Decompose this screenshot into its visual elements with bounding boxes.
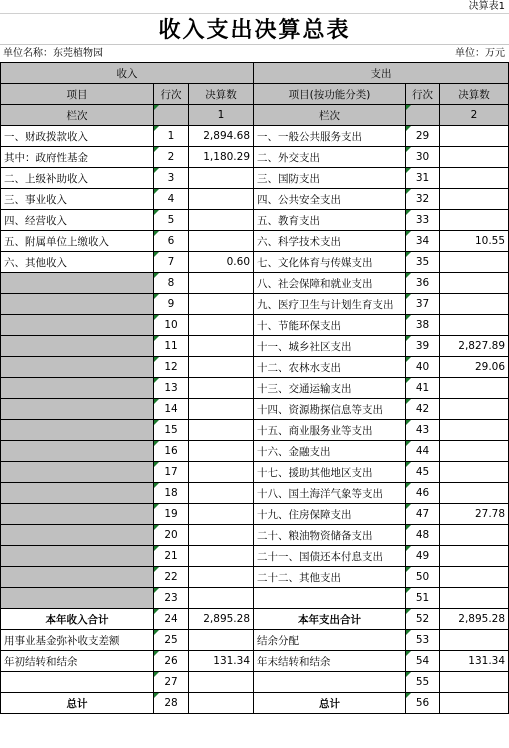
expense-row-no-cell: 50 — [406, 567, 440, 588]
expense-amount-cell — [440, 441, 509, 462]
income-row-no-cell: 5 — [154, 210, 189, 231]
income-column-label: 栏次 — [1, 105, 154, 126]
expense-row-no-cell: 44 — [406, 441, 440, 462]
income-amount-cell — [189, 336, 254, 357]
expense-amount-cell — [440, 462, 509, 483]
expense-row-no-cell: 43 — [406, 420, 440, 441]
income-amount-cell — [189, 273, 254, 294]
expense-item-cell: 二、外交支出 — [254, 147, 406, 168]
expense-item-cell: 七、文化体育与传媒支出 — [254, 252, 406, 273]
expense-item-cell: 一、一般公共服务支出 — [254, 126, 406, 147]
total-row — [1, 651, 509, 672]
expense-row-no-cell: 36 — [406, 273, 440, 294]
income-item-cell: 本年收入合计 — [1, 609, 154, 630]
line-item-row — [1, 462, 509, 483]
income-row-no-blank — [154, 105, 189, 126]
income-amount-cell — [189, 420, 254, 441]
income-amount-cell — [189, 693, 254, 714]
income-row-no-cell: 12 — [154, 357, 189, 378]
income-amount-cell: 2,894.68 — [189, 126, 254, 147]
expense-item-cell: 五、教育支出 — [254, 210, 406, 231]
income-row-no-cell: 11 — [154, 336, 189, 357]
line-item-row — [1, 357, 509, 378]
income-row-no-cell: 22 — [154, 567, 189, 588]
unit-line — [0, 44, 509, 63]
expense-item-header: 项目(按功能分类) — [254, 84, 406, 105]
line-item-row — [1, 189, 509, 210]
income-row-no-cell: 6 — [154, 231, 189, 252]
line-item-row — [1, 294, 509, 315]
income-item-cell: 用事业基金弥补收支差额 — [1, 630, 154, 651]
expense-row-no-cell: 39 — [406, 336, 440, 357]
expense-amount-cell: 29.06 — [440, 357, 509, 378]
expense-item-cell: 十八、国土海洋气象等支出 — [254, 483, 406, 504]
income-row-no-cell: 18 — [154, 483, 189, 504]
income-amount-cell — [189, 399, 254, 420]
income-amount-cell — [189, 525, 254, 546]
expense-item-cell: 十四、资源勘探信息等支出 — [254, 399, 406, 420]
income-item-cell — [1, 588, 154, 609]
income-row-no-cell: 19 — [154, 504, 189, 525]
income-row-no-cell: 4 — [154, 189, 189, 210]
expense-row-no-cell: 46 — [406, 483, 440, 504]
income-item-cell — [1, 315, 154, 336]
income-row-no-cell: 9 — [154, 294, 189, 315]
line-item-row — [1, 252, 509, 273]
line-item-row — [1, 567, 509, 588]
expense-amount-cell — [440, 189, 509, 210]
total-row — [1, 672, 509, 693]
expense-item-cell: 结余分配 — [254, 630, 406, 651]
expense-row-no-cell: 40 — [406, 357, 440, 378]
expense-row-no-cell: 51 — [406, 588, 440, 609]
page-title: 收入支出决算总表 — [158, 17, 351, 43]
expense-item-cell: 九、医疗卫生与计划生育支出 — [254, 294, 406, 315]
income-row-no-cell: 27 — [154, 672, 189, 693]
income-row-no-cell: 3 — [154, 168, 189, 189]
income-item-header: 项目 — [1, 84, 154, 105]
income-amount-cell — [189, 231, 254, 252]
expense-item-cell: 三、国防支出 — [254, 168, 406, 189]
line-item-row — [1, 588, 509, 609]
line-item-row — [1, 315, 509, 336]
expense-row-no-cell: 52 — [406, 609, 440, 630]
total-row — [1, 630, 509, 651]
expense-amount-cell — [440, 693, 509, 714]
line-item-row — [1, 147, 509, 168]
expense-amount-cell — [440, 378, 509, 399]
income-amount-cell — [189, 189, 254, 210]
expense-row-no-cell: 54 — [406, 651, 440, 672]
expense-row-no-cell: 53 — [406, 630, 440, 651]
expense-row-no-cell: 34 — [406, 231, 440, 252]
income-row-no-cell: 20 — [154, 525, 189, 546]
line-item-row — [1, 546, 509, 567]
expense-amount-cell — [440, 315, 509, 336]
expense-amount-cell — [440, 168, 509, 189]
expense-row-no-cell: 45 — [406, 462, 440, 483]
line-item-row — [1, 231, 509, 252]
income-section-header: 收入 — [1, 63, 254, 84]
income-column-number: 1 — [189, 105, 254, 126]
expense-amount-cell — [440, 567, 509, 588]
expense-item-cell — [254, 672, 406, 693]
income-item-cell: 六、其他收入 — [1, 252, 154, 273]
line-item-row — [1, 399, 509, 420]
sheet-top-gridline — [0, 0, 509, 14]
income-item-cell: 年初结转和结余 — [1, 651, 154, 672]
expense-row-no-cell: 33 — [406, 210, 440, 231]
expense-amount-cell: 131.34 — [440, 651, 509, 672]
expense-amount-cell — [440, 672, 509, 693]
income-amount-cell — [189, 546, 254, 567]
expense-amount-cell: 27.78 — [440, 504, 509, 525]
expense-row-no-cell: 48 — [406, 525, 440, 546]
expense-amount-cell — [440, 588, 509, 609]
total-row — [1, 693, 509, 714]
expense-item-cell: 本年支出合计 — [254, 609, 406, 630]
income-item-cell: 四、经营收入 — [1, 210, 154, 231]
expense-row-no-cell: 37 — [406, 294, 440, 315]
expense-amount-cell — [440, 399, 509, 420]
expense-item-cell: 十、节能环保支出 — [254, 315, 406, 336]
income-item-cell — [1, 357, 154, 378]
expense-item-cell: 二十二、其他支出 — [254, 567, 406, 588]
expense-row-no-cell: 32 — [406, 189, 440, 210]
line-item-row — [1, 273, 509, 294]
expense-amount-cell — [440, 630, 509, 651]
line-item-row — [1, 504, 509, 525]
income-amount-cell — [189, 588, 254, 609]
expense-amount-header: 决算数 — [440, 84, 509, 105]
expense-row-no-cell: 29 — [406, 126, 440, 147]
income-item-cell — [1, 525, 154, 546]
expense-amount-cell — [440, 147, 509, 168]
income-amount-cell: 1,180.29 — [189, 147, 254, 168]
expense-item-cell: 四、公共安全支出 — [254, 189, 406, 210]
expense-column-label: 栏次 — [254, 105, 406, 126]
income-row-no-cell: 26 — [154, 651, 189, 672]
unit-of-amount: 单位：万元 — [455, 48, 505, 59]
expense-item-cell: 总计 — [254, 693, 406, 714]
expense-row-no-cell: 30 — [406, 147, 440, 168]
column-header-row — [1, 84, 509, 105]
income-amount-cell — [189, 378, 254, 399]
line-item-row — [1, 126, 509, 147]
income-item-cell — [1, 483, 154, 504]
expense-item-cell: 二十一、国债还本付息支出 — [254, 546, 406, 567]
expense-item-cell: 十六、金融支出 — [254, 441, 406, 462]
income-amount-cell — [189, 168, 254, 189]
income-row-no-cell: 25 — [154, 630, 189, 651]
income-amount-cell — [189, 210, 254, 231]
income-item-cell: 一、财政拨款收入 — [1, 126, 154, 147]
expense-item-cell: 十二、农林水支出 — [254, 357, 406, 378]
expense-amount-cell — [440, 273, 509, 294]
income-amount-cell — [189, 483, 254, 504]
income-item-cell — [1, 504, 154, 525]
column-index-row — [1, 105, 509, 126]
income-amount-cell: 0.60 — [189, 252, 254, 273]
line-item-row — [1, 525, 509, 546]
income-amount-cell — [189, 441, 254, 462]
expense-row-no-blank — [406, 105, 440, 126]
expense-item-cell: 二十、粮油物资储备支出 — [254, 525, 406, 546]
expense-item-cell: 六、科学技术支出 — [254, 231, 406, 252]
income-item-cell — [1, 336, 154, 357]
income-row-no-cell: 1 — [154, 126, 189, 147]
income-item-cell — [1, 378, 154, 399]
unit-name: 单位名称：东莞植物园 — [3, 48, 103, 59]
expense-item-cell: 十一、城乡社区支出 — [254, 336, 406, 357]
income-row-no-cell: 7 — [154, 252, 189, 273]
expense-amount-cell — [440, 210, 509, 231]
total-row — [1, 609, 509, 630]
expense-row-no-cell: 41 — [406, 378, 440, 399]
line-item-row — [1, 168, 509, 189]
line-item-row — [1, 336, 509, 357]
expense-row-no-cell: 49 — [406, 546, 440, 567]
expense-item-cell: 十七、援助其他地区支出 — [254, 462, 406, 483]
expense-amount-cell: 10.55 — [440, 231, 509, 252]
expense-amount-cell — [440, 294, 509, 315]
income-amount-cell — [189, 462, 254, 483]
income-row-no-cell: 23 — [154, 588, 189, 609]
income-item-cell: 总计 — [1, 693, 154, 714]
expense-item-cell: 十三、交通运输支出 — [254, 378, 406, 399]
income-item-cell: 二、上级补助收入 — [1, 168, 154, 189]
income-row-no-cell: 15 — [154, 420, 189, 441]
expense-row-no-cell: 38 — [406, 315, 440, 336]
expense-amount-cell — [440, 252, 509, 273]
income-row-no-cell: 17 — [154, 462, 189, 483]
income-amount-cell — [189, 630, 254, 651]
income-item-cell: 五、附属单位上缴收入 — [1, 231, 154, 252]
income-item-cell — [1, 399, 154, 420]
expense-row-no-cell: 35 — [406, 252, 440, 273]
expense-row-no-header: 行次 — [406, 84, 440, 105]
expense-column-number: 2 — [440, 105, 509, 126]
income-item-cell — [1, 294, 154, 315]
income-item-cell — [1, 567, 154, 588]
expense-item-cell — [254, 588, 406, 609]
expense-section-header: 支出 — [254, 63, 509, 84]
expense-amount-cell: 2,895.28 — [440, 609, 509, 630]
income-row-no-cell: 8 — [154, 273, 189, 294]
income-item-cell — [1, 546, 154, 567]
income-amount-cell — [189, 357, 254, 378]
income-amount-cell — [189, 504, 254, 525]
expense-item-cell: 十五、商业服务业等支出 — [254, 420, 406, 441]
expense-item-cell: 八、社会保障和就业支出 — [254, 273, 406, 294]
expense-row-no-cell: 31 — [406, 168, 440, 189]
income-row-no-cell: 28 — [154, 693, 189, 714]
income-amount-cell — [189, 294, 254, 315]
expense-row-no-cell: 42 — [406, 399, 440, 420]
income-row-no-cell: 14 — [154, 399, 189, 420]
expense-amount-cell — [440, 483, 509, 504]
line-item-row — [1, 441, 509, 462]
expense-item-cell: 十九、住房保障支出 — [254, 504, 406, 525]
income-row-no-cell: 13 — [154, 378, 189, 399]
table-tag: 决算表1 — [468, 1, 505, 12]
income-item-cell: 三、事业收入 — [1, 189, 154, 210]
section-header-row — [1, 63, 509, 84]
income-expense-table — [0, 62, 509, 714]
income-row-no-cell: 21 — [154, 546, 189, 567]
line-item-row — [1, 420, 509, 441]
income-item-cell — [1, 441, 154, 462]
income-item-cell — [1, 420, 154, 441]
expense-amount-cell — [440, 420, 509, 441]
income-item-cell — [1, 273, 154, 294]
expense-item-cell: 年末结转和结余 — [254, 651, 406, 672]
income-item-cell — [1, 462, 154, 483]
expense-amount-cell — [440, 126, 509, 147]
income-row-no-header: 行次 — [154, 84, 189, 105]
line-item-row — [1, 378, 509, 399]
line-item-row — [1, 210, 509, 231]
income-row-no-cell: 2 — [154, 147, 189, 168]
income-amount-cell — [189, 315, 254, 336]
income-row-no-cell: 24 — [154, 609, 189, 630]
expense-amount-cell — [440, 525, 509, 546]
income-amount-cell: 131.34 — [189, 651, 254, 672]
income-amount-cell — [189, 567, 254, 588]
income-amount-cell: 2,895.28 — [189, 609, 254, 630]
income-amount-header: 决算数 — [189, 84, 254, 105]
income-item-cell: 其中：政府性基金 — [1, 147, 154, 168]
expense-row-no-cell: 56 — [406, 693, 440, 714]
expense-row-no-cell: 55 — [406, 672, 440, 693]
line-item-row — [1, 483, 509, 504]
expense-row-no-cell: 47 — [406, 504, 440, 525]
income-amount-cell — [189, 672, 254, 693]
income-row-no-cell: 16 — [154, 441, 189, 462]
income-item-cell — [1, 672, 154, 693]
expense-amount-cell — [440, 546, 509, 567]
income-row-no-cell: 10 — [154, 315, 189, 336]
expense-amount-cell: 2,827.89 — [440, 336, 509, 357]
